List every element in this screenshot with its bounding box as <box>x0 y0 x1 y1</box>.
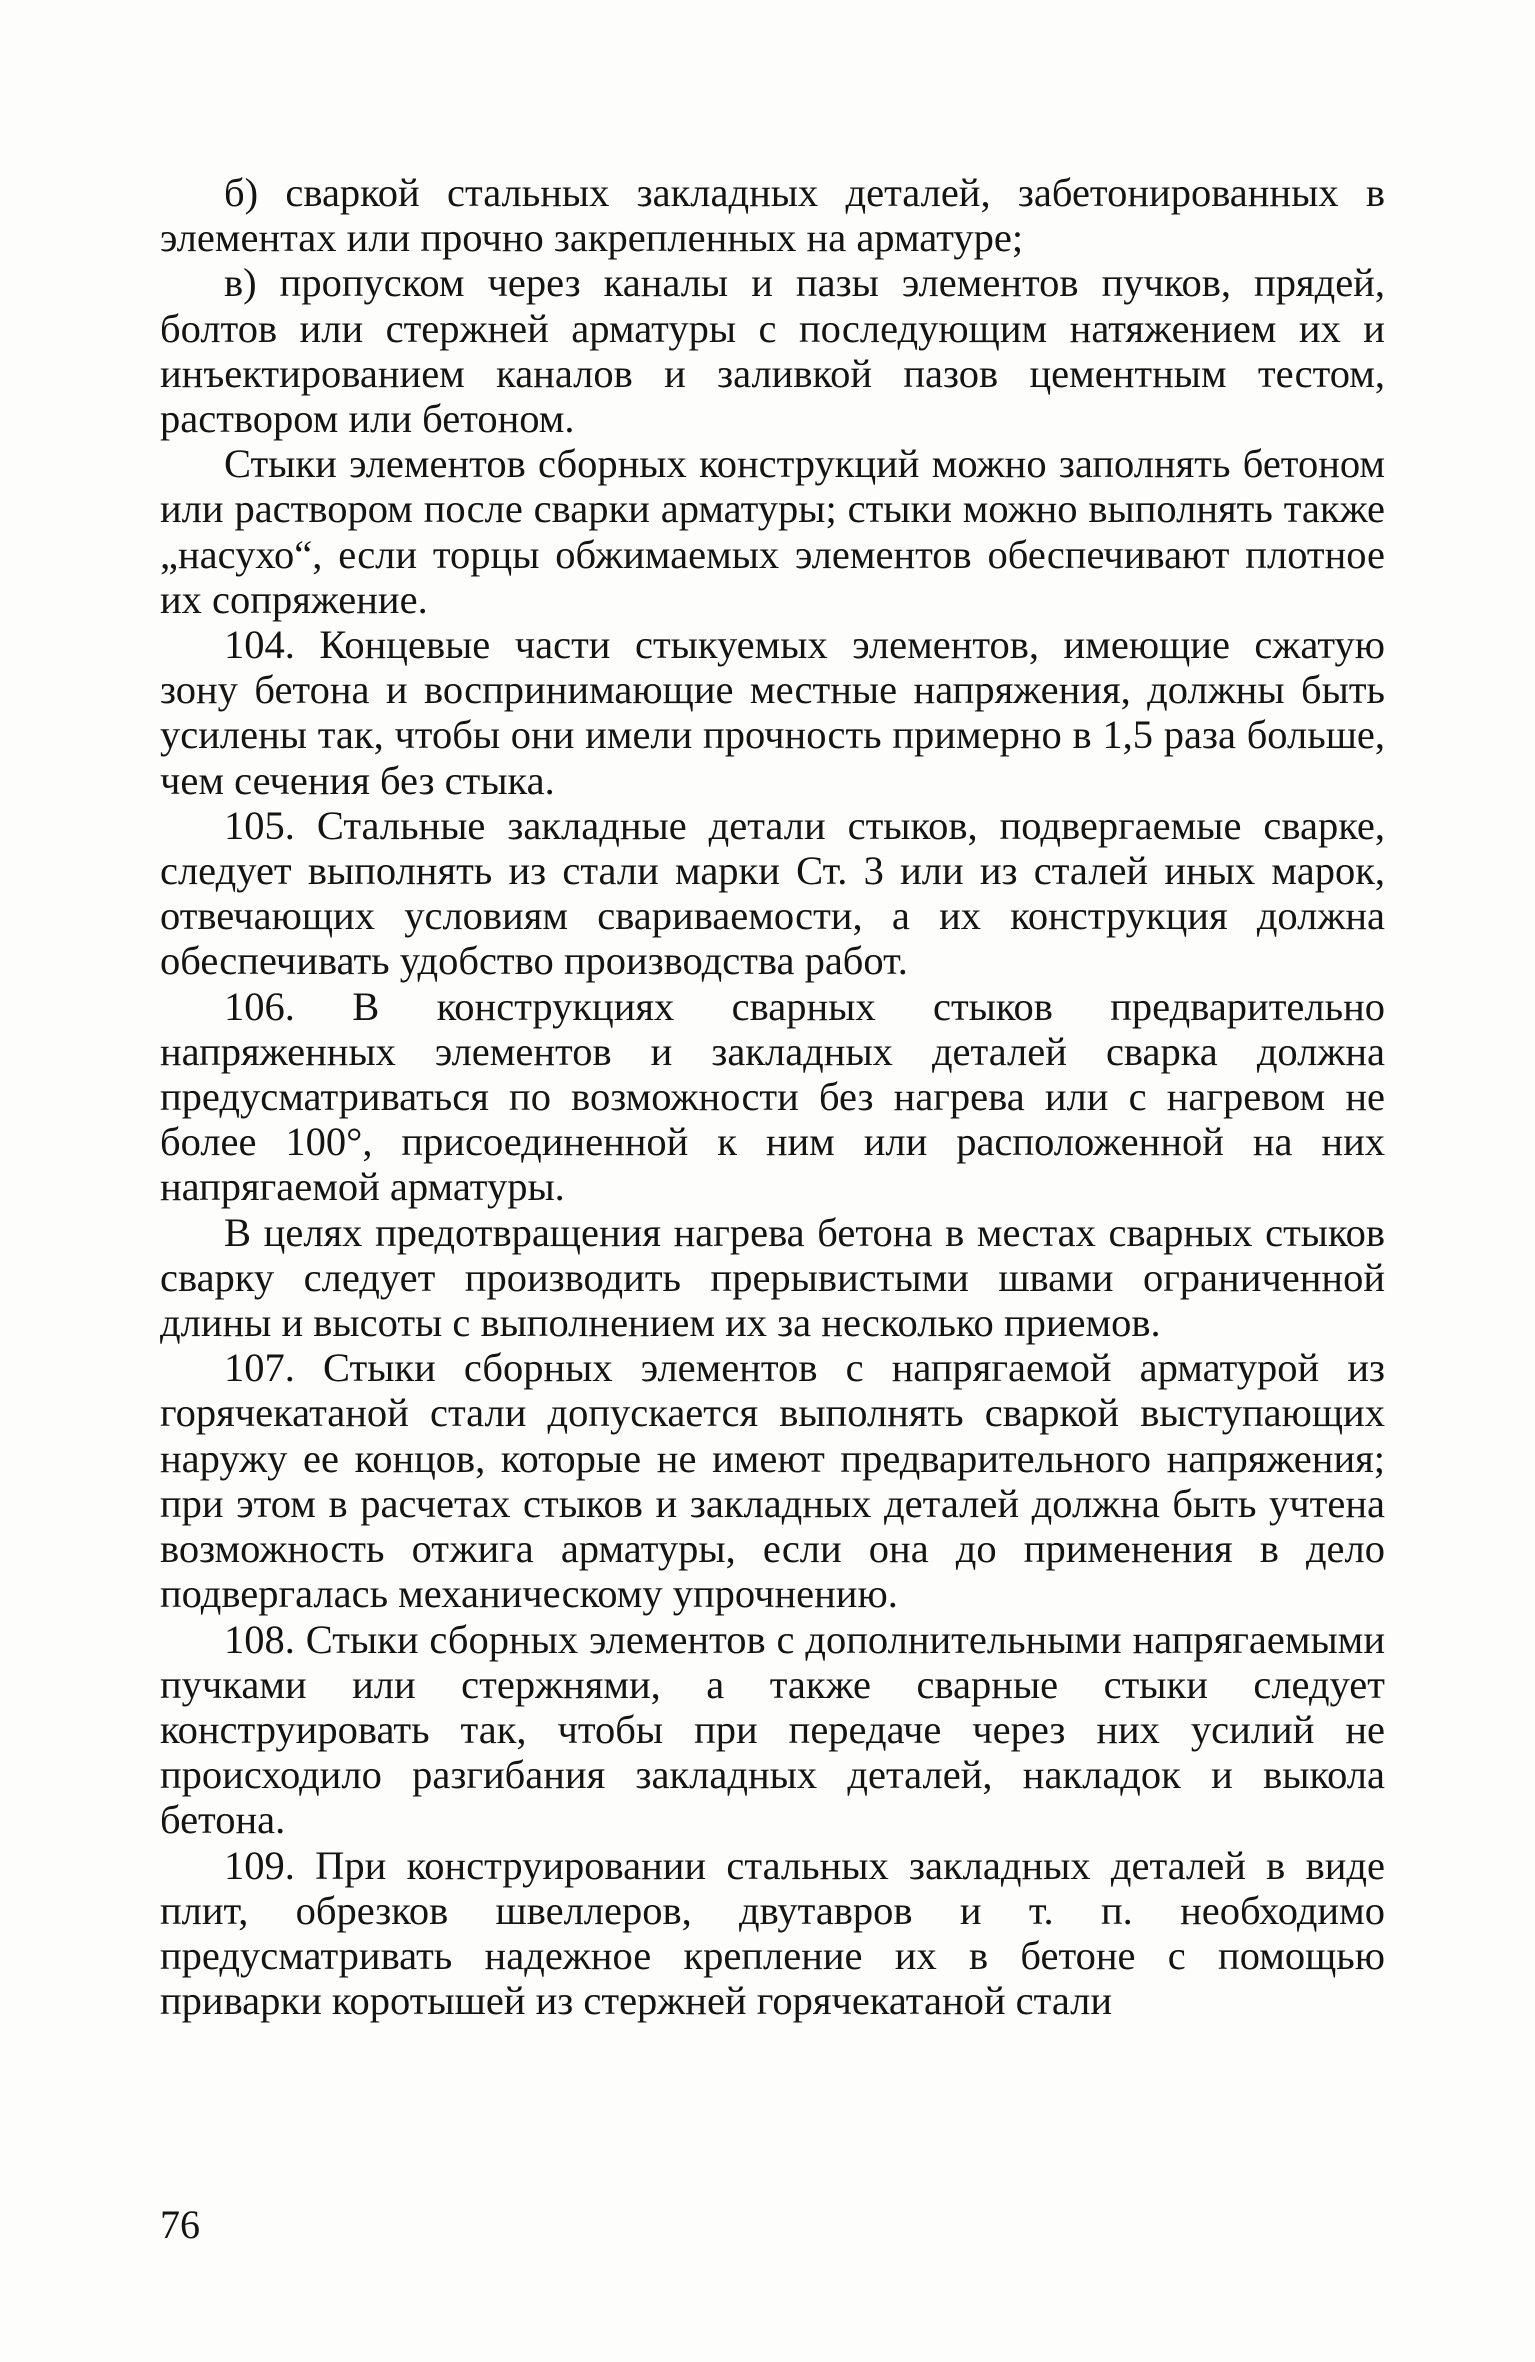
paragraph-108: 108. Стыки сборных элементов с дополнительными напрягаемыми пучками или стержнями, а также сварные стыки следует конструировать так, чтобы при передаче через них усилий не происходило разгибания закладных деталей, накладок и выкола бетона. <box>160 1616 1385 1843</box>
paragraph-106: 106. В конструкциях сварных стыков предварительно напряженных элементов и закладных деталей сварка должна предусматриваться по возможности без нагрева или с нагревом не более 100°, присоединенной к ним или расположенной на них напрягаемой арматуры. <box>160 983 1385 1210</box>
paragraph-107: 107. Стыки сборных элементов с напрягаемой арматурой из горячекатаной стали допускается выполнять сваркой выступающих наружу ее концов, которые не имеют предварительного напряжения; при этом в расчетах стыков и закладных деталей должна быть учтена возможность отжига арматуры, если она до применения в дело подвергалась механическому упрочнению. <box>160 1345 1385 1617</box>
paragraph-105: 105. Стальные закладные детали стыков, подвергаемые сварке, следует выполнять из стали марки Ст. 3 или из сталей иных марок, отвечающих условиям свариваемости, а их конструкция должна обеспечивать удобство производства работ. <box>160 802 1385 984</box>
paragraph-b: б) сваркой стальных закладных деталей, забетонированных в элементах или прочно закрепленных на арматуре; <box>160 170 1385 261</box>
paragraph-104: 104. Концевые части стыкуемых элементов, имеющие сжатую зону бетона и воспринимающие местные напряжения, должны быть усилены так, чтобы они имели прочность примерно в 1,5 раза больше, чем сечения без стыка. <box>160 622 1385 803</box>
page-number: 76 <box>160 2202 200 2247</box>
paragraph-v: в) пропуском через каналы и пазы элементов пучков, прядей, болтов или стержней арматуры с последующим натяжением их и инъектированием каналов и заливкой пазов цементным тестом, раствором или бетоном. <box>160 260 1385 442</box>
paragraph-109: 109. При конструировании стальных закладных деталей в виде плит, обрезков швеллеров, двутавров и т. п. необходимо предусматривать надежное крепление их в бетоне с помощью приварки коротышей из стержней горячекатаной стали <box>160 1842 1385 2024</box>
paragraph-heating-prevention: В целях предотвращения нагрева бетона в местах сварных стыков сварку следует производить прерывистыми швами ограниченной длины и высоты с выполнением их за несколько приемов. <box>160 1209 1385 1346</box>
body-text <box>160 170 1385 2023</box>
paragraph-joints-filling: Стыки элементов сборных конструкций можно заполнять бетоном или раствором после сварки арматуры; стыки можно выполнять также „насухо“, если торцы обжимаемых элементов обеспечивают плотное их сопряжение. <box>160 441 1385 622</box>
